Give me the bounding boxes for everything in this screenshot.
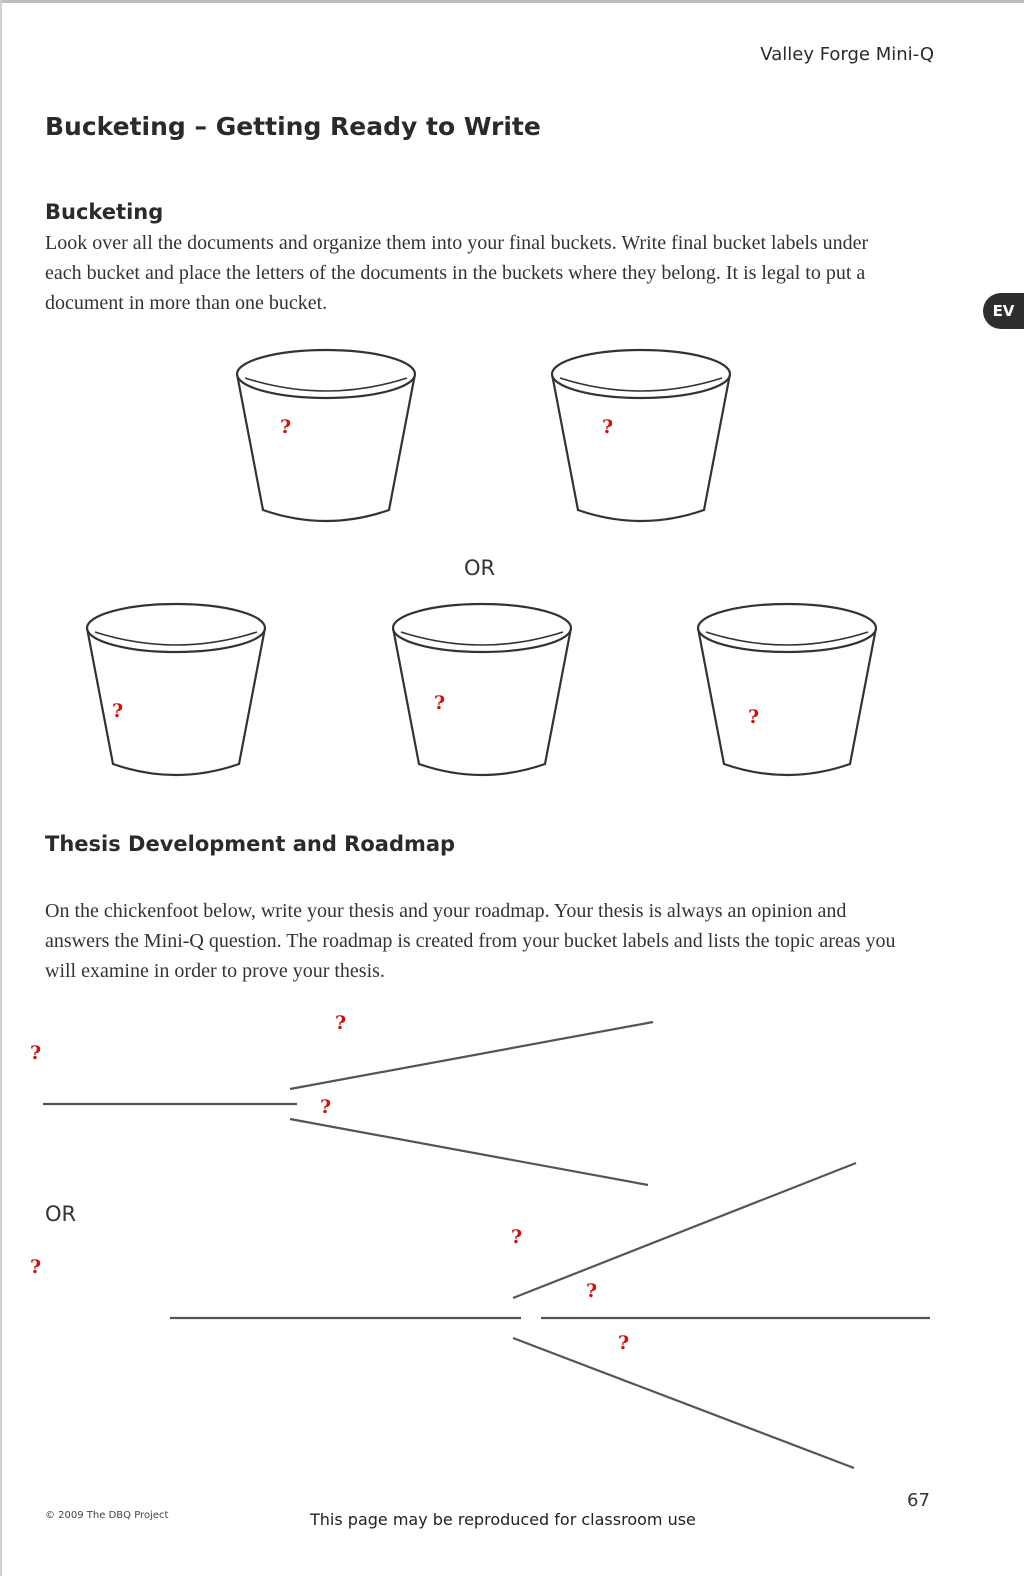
page-left-border [0, 0, 2, 1576]
bucket-1-mark: ? [280, 416, 292, 438]
reproduction-note: This page may be reproduced for classroom use [310, 1510, 696, 1529]
or-label-chickenfoot: OR [45, 1202, 77, 1226]
copyright-notice: © 2009 The DBQ Project [45, 1510, 169, 1521]
bucket-4-mark: ? [434, 692, 446, 714]
bucket-3 [83, 600, 269, 778]
bucket-5 [694, 600, 880, 778]
page-top-border [0, 0, 1024, 3]
or-label-buckets: OR [464, 556, 496, 580]
chickenfoot-1-lower-mark: ? [320, 1096, 332, 1118]
bucket-4 [389, 600, 575, 778]
thesis-heading: Thesis Development and Roadmap [45, 832, 456, 856]
chickenfoot-2-middle-mark: ? [586, 1280, 598, 1302]
thesis-instructions: On the chickenfoot below, write your thesis and your roadmap. Your thesis is always an opinion and answers the Mini-Q question. The roadmap is created from your bucket labels and lists the topic areas you will examine in order to prove your thesis. [45, 900, 896, 982]
running-header: Valley Forge Mini-Q [760, 44, 934, 65]
bucket-icon [694, 600, 880, 778]
bucket-5-mark: ? [748, 706, 760, 728]
bucketing-instructions: Look over all the documents and organize them into your final buckets. Write final bucket labels under each bucket and place the letters of the documents in the buckets where they belong. It is legal to put a document in more than one bucket. [45, 232, 869, 314]
chickenfoot-1-thesis-mark: ? [30, 1042, 42, 1064]
bucket-2 [548, 346, 734, 524]
bucket-1 [233, 346, 419, 524]
bucket-3-mark: ? [112, 700, 124, 722]
chickenfoot-2-upper-mark: ? [511, 1226, 523, 1248]
bucket-icon [233, 346, 419, 524]
chickenfoot-2 [170, 1163, 930, 1468]
chickenfoot-2-lower-mark: ? [618, 1332, 630, 1354]
chickenfoot-1 [43, 1022, 653, 1185]
bucketing-heading: Bucketing [45, 200, 164, 224]
bucket-icon [389, 600, 575, 778]
bucket-icon [548, 346, 734, 524]
page-title: Bucketing – Getting Ready to Write [45, 112, 541, 141]
page-number: 67 [907, 1490, 930, 1511]
bucket-2-mark: ? [602, 416, 614, 438]
chickenfoot-1-upper-mark: ? [335, 1012, 347, 1034]
chickenfoot-2-thesis-mark: ? [30, 1256, 42, 1278]
bucket-icon [83, 600, 269, 778]
ev-tab-badge: EV [983, 293, 1024, 329]
